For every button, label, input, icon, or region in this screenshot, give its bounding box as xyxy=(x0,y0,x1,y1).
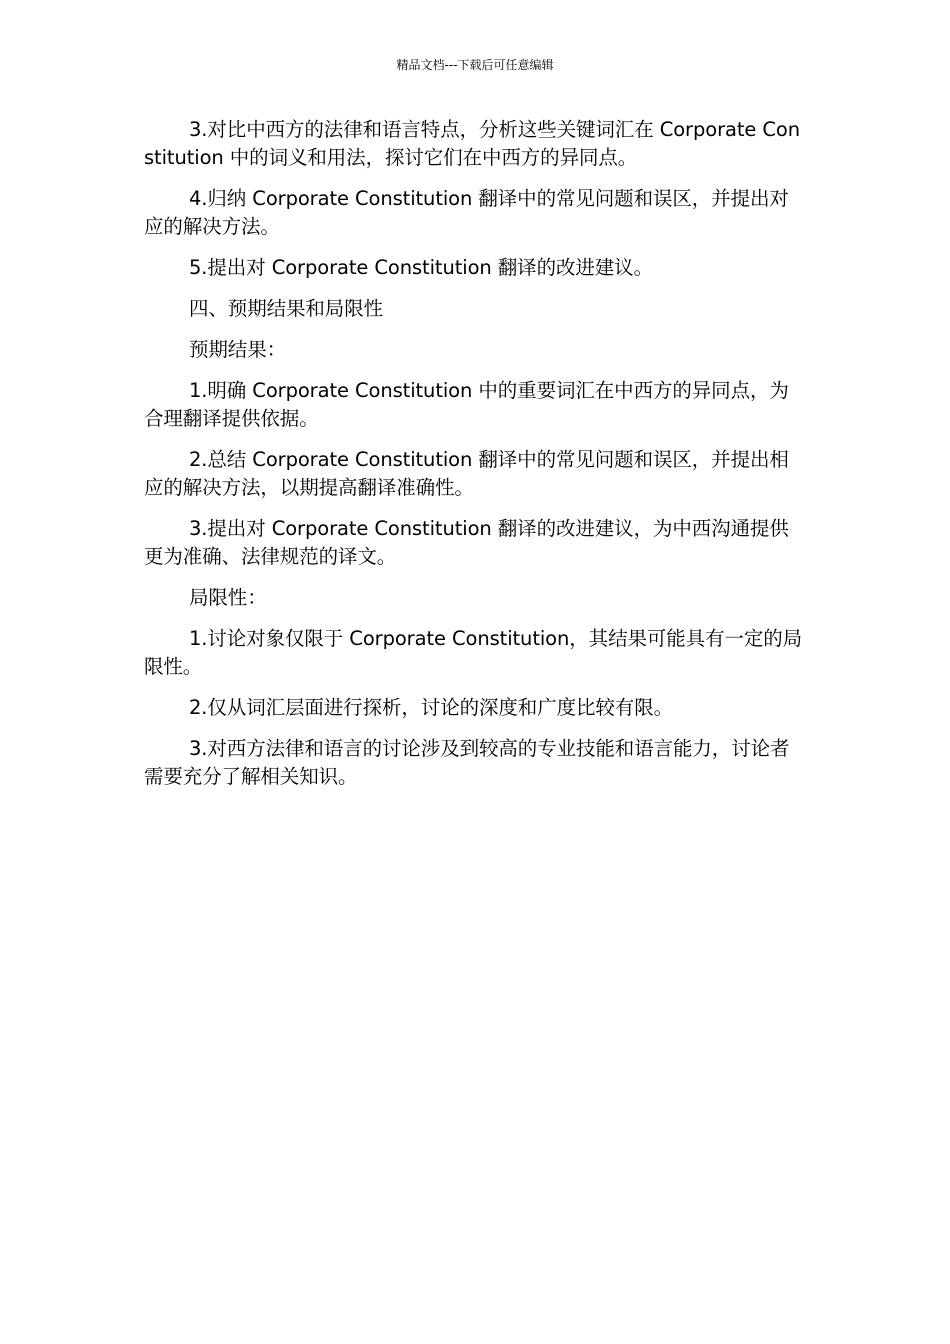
paragraph-item-5-suggest: 5.提出对 Corporate Constitution 翻译的改进建议。 xyxy=(189,256,653,279)
page-header: 精品文档---下载后可任意编辑 xyxy=(396,58,554,72)
section-heading-expected-results-limitations: 四、预期结果和局限性 xyxy=(189,297,384,320)
limitation-item-3: 3.对西方法律和语言的讨论涉及到较高的专业技能和语言能力，讨论者需要充分了解相关知识。 xyxy=(144,737,790,788)
limitation-item-2: 2.仅从词汇层面进行探析，讨论的深度和广度比较有限。 xyxy=(189,696,674,719)
subheading-expected-results: 预期结果： xyxy=(189,338,287,361)
expected-result-item-1: 1.明确 Corporate Constitution 中的重要词汇在中西方的异同点，为合理翻译提供依据。 xyxy=(144,379,789,430)
limitation-item-1: 1.讨论对象仅限于 Corporate Constitution，其结果可能具有一定的局限性。 xyxy=(144,627,803,678)
expected-result-item-2: 2.总结 Corporate Constitution 翻译中的常见问题和误区，并提出相应的解决方法，以期提高翻译准确性。 xyxy=(144,448,789,499)
paragraph-item-4-summarize: 4.归纳 Corporate Constitution 翻译中的常见问题和误区，并提出对应的解决方法。 xyxy=(144,187,789,238)
subheading-limitations: 局限性： xyxy=(189,586,267,609)
expected-result-item-3: 3.提出对 Corporate Constitution 翻译的改进建议，为中西沟通提供更为准确、法律规范的译文。 xyxy=(144,517,789,568)
paragraph-item-3-compare: 3.对比中西方的法律和语言特点，分析这些关键词汇在 Corporate Constitution 中的词义和用法，探讨它们在中西方的异同点。 xyxy=(144,118,800,169)
document-body xyxy=(144,116,808,804)
